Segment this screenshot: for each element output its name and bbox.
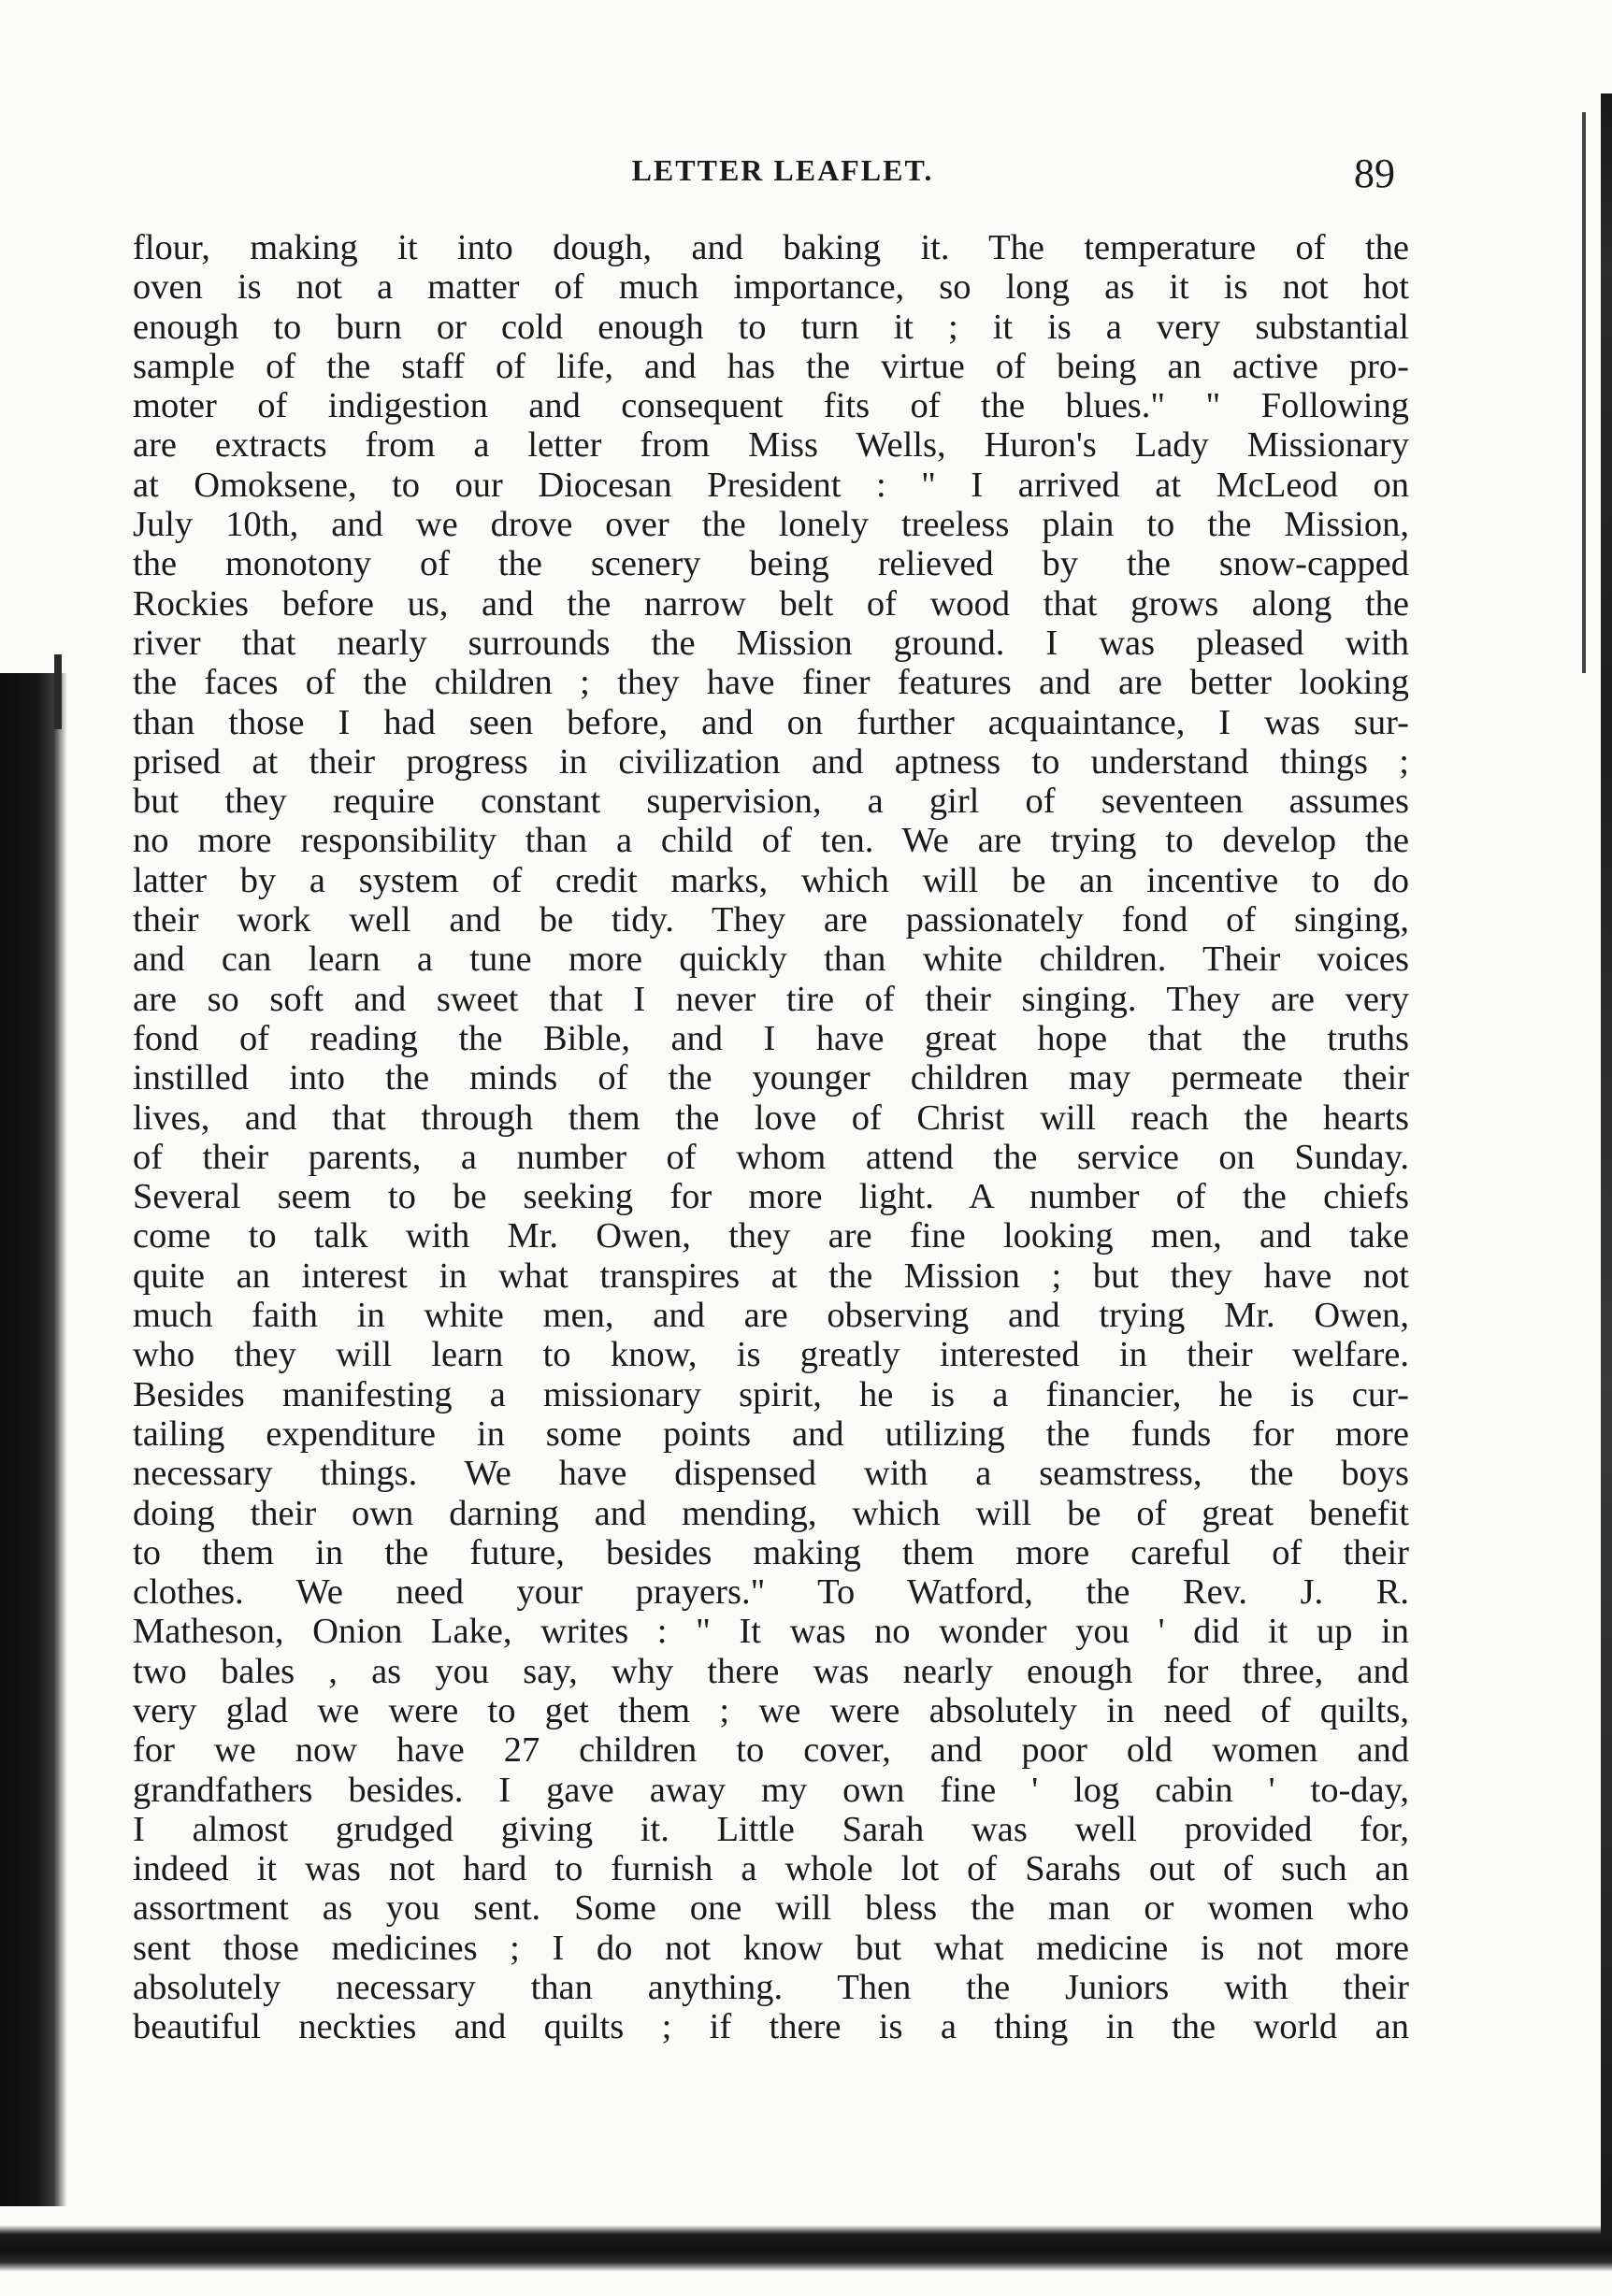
text-line: no more responsibility than a child of ten. We are trying to develop the xyxy=(133,821,1409,861)
text-line: very glad we were to get them ; we were absolutely in need of quilts, xyxy=(133,1690,1409,1730)
text-line: much faith in white men, and are observing and trying Mr. Owen, xyxy=(133,1296,1409,1336)
page-header xyxy=(133,150,1432,202)
text-line: river that nearly surrounds the Mission ground. I was pleased with xyxy=(133,623,1409,663)
scan-shadow-right xyxy=(1601,93,1612,2244)
text-line: absolutely necessary than anything. Then the Juniors with their xyxy=(133,1968,1409,2008)
text-line: Matheson, Onion Lake, writes : " It was no wonder you ' did it up in xyxy=(133,1612,1409,1652)
text-line: latter by a system of credit marks, which will be an incentive to do xyxy=(133,860,1409,900)
text-line: are so soft and sweet that I never tire of their singing. They are very xyxy=(133,979,1409,1019)
scan-shadow-left xyxy=(0,673,67,2206)
text-line: to them in the future, besides making them more careful of their xyxy=(133,1532,1409,1572)
text-line: instilled into the minds of the younger children may permeate their xyxy=(133,1058,1409,1098)
scan-shadow-bottom xyxy=(0,2225,1612,2272)
text-line: tailing expenditure in some points and utilizing the funds for more xyxy=(133,1413,1409,1454)
text-line: sample of the staff of life, and has the virtue of being an active pro- xyxy=(133,346,1409,386)
text-line: grandfathers besides. I gave away my own fine ' log cabin ' to-day, xyxy=(133,1770,1409,1810)
text-line: July 10th, and we drove over the lonely treeless plain to the Mission, xyxy=(133,505,1409,545)
text-line: beautiful neckties and quilts ; if there is a thing in the world an xyxy=(133,2007,1409,2047)
text-line: for we now have 27 children to cover, and poor old women and xyxy=(133,1730,1409,1771)
text-line: Besides manifesting a missionary spirit, he is a financier, he is cur- xyxy=(133,1374,1409,1414)
text-line: come to talk with Mr. Owen, they are fine looking men, and take xyxy=(133,1216,1409,1256)
text-line: I almost grudged giving it. Little Sarah was well provided for, xyxy=(133,1809,1409,1849)
text-line: oven is not a matter of much importance, so long as it is not hot xyxy=(133,267,1409,308)
text-line: indeed it was not hard to furnish a whole lot of Sarahs out of such an xyxy=(133,1849,1409,1889)
scan-shadow-right-inner xyxy=(1582,112,1586,673)
running-head: LETTER LEAFLET. xyxy=(631,153,934,187)
text-line: than those I had seen before, and on further acquaintance, I was sur- xyxy=(133,702,1409,742)
text-line: flour, making it into dough, and baking it. The temperature of the xyxy=(133,228,1409,267)
text-line: are extracts from a letter from Miss Wells, Huron's Lady Missionary xyxy=(133,425,1409,466)
text-line: fond of reading the Bible, and I have great hope that the truths xyxy=(133,1018,1409,1058)
text-line: their work well and be tidy. They are passionately fond of singing, xyxy=(133,900,1409,940)
text-line: Several seem to be seeking for more light. A number of the chiefs xyxy=(133,1177,1409,1217)
text-line: necessary things. We have dispensed with a seamstress, the boys xyxy=(133,1454,1409,1494)
text-line: but they require constant supervision, a girl of seventeen assumes xyxy=(133,782,1409,822)
text-line: moter of indigestion and consequent fits of the blues." " Following xyxy=(133,386,1409,426)
text-line: quite an interest in what transpires at the Mission ; but they have not xyxy=(133,1256,1409,1296)
text-line: enough to burn or cold enough to turn it ; it is a very substantial xyxy=(133,307,1409,347)
text-line: sent those medicines ; I do not know but what medicine is not more xyxy=(133,1928,1409,1968)
text-line: assortment as you sent. Some one will bless the man or women who xyxy=(133,1888,1409,1929)
text-line: doing their own darning and mending, which will be of great benefit xyxy=(133,1493,1409,1533)
text-line: of their parents, a number of whom attend the service on Sunday. xyxy=(133,1137,1409,1177)
text-line: prised at their progress in civilization and aptness to understand things ; xyxy=(133,741,1409,782)
text-line: lives, and that through them the love of Christ will reach the hearts xyxy=(133,1098,1409,1138)
text-line: the monotony of the scenery being relieved by the snow-capped xyxy=(133,544,1409,584)
text-line: two bales , as you say, why there was nearly enough for three, and xyxy=(133,1651,1409,1691)
text-line: the faces of the children ; they have finer features and are better looking xyxy=(133,663,1409,703)
text-line: Rockies before us, and the narrow belt of wood that grows along the xyxy=(133,583,1409,624)
body-text xyxy=(133,228,1409,2047)
text-line: at Omoksene, to our Diocesan President : " I arrived at McLeod on xyxy=(133,465,1409,505)
page-number: 89 xyxy=(1354,151,1395,196)
text-line: who they will learn to know, is greatly interested in their welfare. xyxy=(133,1335,1409,1375)
text-line: and can learn a tune more quickly than white children. Their voices xyxy=(133,940,1409,980)
text-line: clothes. We need your prayers." To Watford, the Rev. J. R. xyxy=(133,1572,1409,1613)
scan-shadow-left-notch xyxy=(54,654,62,729)
